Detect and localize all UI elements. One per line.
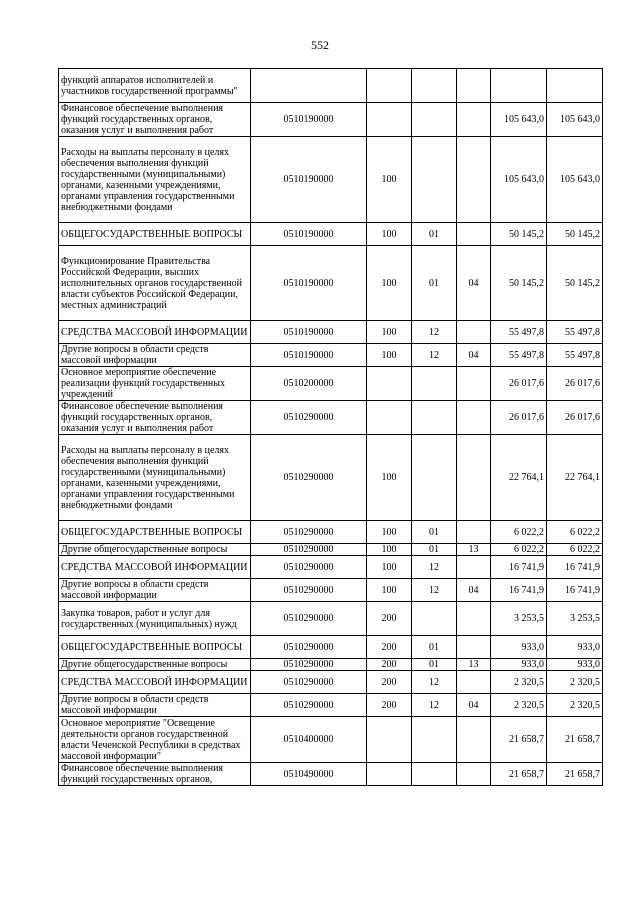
subsection-cell <box>457 69 491 103</box>
target-code-cell: 0510400000 <box>251 717 367 763</box>
expense-type-cell: 100 <box>367 137 412 223</box>
target-code-cell: 0510290000 <box>251 659 367 671</box>
subsection-cell <box>457 103 491 137</box>
target-code-cell: 0510490000 <box>251 763 367 786</box>
subsection-cell <box>457 602 491 636</box>
table-row <box>59 556 603 579</box>
expense-type-cell: 200 <box>367 602 412 636</box>
section-cell: 12 <box>412 344 457 367</box>
row-name-cell: Другие вопросы в области средств массовой информации <box>59 344 251 367</box>
section-cell <box>412 717 457 763</box>
target-code-cell: 0510290000 <box>251 401 367 435</box>
expense-type-cell <box>367 367 412 401</box>
section-cell <box>412 367 457 401</box>
table-row <box>59 344 603 367</box>
subsection-cell <box>457 401 491 435</box>
amount-cell-2: 26 017,6 <box>547 367 603 401</box>
row-name-cell: Другие вопросы в области средств массовой информации <box>59 694 251 717</box>
section-cell <box>412 435 457 521</box>
amount-cell-2 <box>547 69 603 103</box>
table-row <box>59 69 603 103</box>
section-cell: 12 <box>412 694 457 717</box>
amount-cell-2: 16 741,9 <box>547 579 603 602</box>
expense-type-cell: 200 <box>367 694 412 717</box>
row-name-cell: Финансовое обеспечение выполнения функций государственных органов, оказания услуг и выполнения работ <box>59 401 251 435</box>
expense-type-cell <box>367 401 412 435</box>
subsection-cell <box>457 717 491 763</box>
amount-cell-1: 933,0 <box>491 636 547 659</box>
expense-type-cell: 100 <box>367 544 412 556</box>
table-row <box>59 223 603 246</box>
amount-cell-1: 105 643,0 <box>491 103 547 137</box>
row-name-cell: СРЕДСТВА МАССОВОЙ ИНФОРМАЦИИ <box>59 321 251 344</box>
row-name-cell: Другие общегосударственные вопросы <box>59 659 251 671</box>
row-name-cell: ОБЩЕГОСУДАРСТВЕННЫЕ ВОПРОСЫ <box>59 636 251 659</box>
amount-cell-1: 6 022,2 <box>491 521 547 544</box>
row-name-cell: Расходы на выплаты персоналу в целях обеспечения выполнения функций государственными (муниципальными) органами, казенными учреждениями, органами управления государственными внебюджетными фондами <box>59 435 251 521</box>
table-row <box>59 544 603 556</box>
amount-cell-1: 22 764,1 <box>491 435 547 521</box>
amount-cell-1: 50 145,2 <box>491 223 547 246</box>
target-code-cell: 0510190000 <box>251 103 367 137</box>
target-code-cell <box>251 69 367 103</box>
row-name-cell: Финансовое обеспечение выполнения функций государственных органов, оказания услуг и выполнения работ <box>59 103 251 137</box>
amount-cell-2: 105 643,0 <box>547 103 603 137</box>
budget-table <box>58 68 603 786</box>
target-code-cell: 0510190000 <box>251 321 367 344</box>
amount-cell-1: 21 658,7 <box>491 763 547 786</box>
row-name-cell: ОБЩЕГОСУДАРСТВЕННЫЕ ВОПРОСЫ <box>59 521 251 544</box>
expense-type-cell: 100 <box>367 344 412 367</box>
target-code-cell: 0510190000 <box>251 223 367 246</box>
table-row <box>59 659 603 671</box>
expense-type-cell: 100 <box>367 223 412 246</box>
amount-cell-1: 2 320,5 <box>491 671 547 694</box>
row-name-cell: Другие вопросы в области средств массовой информации <box>59 579 251 602</box>
subsection-cell: 04 <box>457 344 491 367</box>
expense-type-cell: 100 <box>367 435 412 521</box>
amount-cell-1: 21 658,7 <box>491 717 547 763</box>
amount-cell-1: 26 017,6 <box>491 401 547 435</box>
amount-cell-1: 16 741,9 <box>491 579 547 602</box>
section-cell: 01 <box>412 246 457 321</box>
amount-cell-2: 55 497,8 <box>547 344 603 367</box>
row-name-cell: СРЕДСТВА МАССОВОЙ ИНФОРМАЦИИ <box>59 671 251 694</box>
amount-cell-2: 2 320,5 <box>547 671 603 694</box>
row-name-cell: ОБЩЕГОСУДАРСТВЕННЫЕ ВОПРОСЫ <box>59 223 251 246</box>
amount-cell-2: 3 253,5 <box>547 602 603 636</box>
amount-cell-1: 6 022,2 <box>491 544 547 556</box>
row-name-cell: Основное мероприятие "Освещение деятельности органов государственной власти Чеченской Республики в средствах массовой информации" <box>59 717 251 763</box>
target-code-cell: 0510290000 <box>251 544 367 556</box>
target-code-cell: 0510290000 <box>251 671 367 694</box>
row-name-cell: Другие общегосударственные вопросы <box>59 544 251 556</box>
expense-type-cell: 100 <box>367 521 412 544</box>
table-row <box>59 103 603 137</box>
target-code-cell: 0510290000 <box>251 521 367 544</box>
target-code-cell: 0510290000 <box>251 694 367 717</box>
expense-type-cell: 100 <box>367 579 412 602</box>
row-name-cell: Закупка товаров, работ и услуг для государственных (муниципальных) нужд <box>59 602 251 636</box>
subsection-cell: 04 <box>457 579 491 602</box>
table-row <box>59 367 603 401</box>
table-row <box>59 717 603 763</box>
amount-cell-1: 55 497,8 <box>491 321 547 344</box>
subsection-cell: 13 <box>457 659 491 671</box>
expense-type-cell <box>367 717 412 763</box>
amount-cell-1: 3 253,5 <box>491 602 547 636</box>
section-cell <box>412 103 457 137</box>
table-row <box>59 763 603 786</box>
amount-cell-1: 2 320,5 <box>491 694 547 717</box>
budget-table-body <box>59 69 603 786</box>
amount-cell-1: 50 145,2 <box>491 246 547 321</box>
subsection-cell: 13 <box>457 544 491 556</box>
target-code-cell: 0510200000 <box>251 367 367 401</box>
amount-cell-2: 16 741,9 <box>547 556 603 579</box>
table-row <box>59 435 603 521</box>
table-row <box>59 579 603 602</box>
amount-cell-1: 933,0 <box>491 659 547 671</box>
table-row <box>59 602 603 636</box>
amount-cell-2: 933,0 <box>547 636 603 659</box>
section-cell: 01 <box>412 659 457 671</box>
section-cell <box>412 401 457 435</box>
table-row <box>59 401 603 435</box>
row-name-cell: СРЕДСТВА МАССОВОЙ ИНФОРМАЦИИ <box>59 556 251 579</box>
expense-type-cell <box>367 69 412 103</box>
section-cell: 01 <box>412 544 457 556</box>
subsection-cell: 04 <box>457 246 491 321</box>
row-name-cell: Финансовое обеспечение выполнения функций государственных органов, <box>59 763 251 786</box>
subsection-cell <box>457 521 491 544</box>
amount-cell-1: 26 017,6 <box>491 367 547 401</box>
table-row <box>59 671 603 694</box>
section-cell <box>412 763 457 786</box>
amount-cell-2: 22 764,1 <box>547 435 603 521</box>
expense-type-cell: 200 <box>367 636 412 659</box>
page-number: 552 <box>311 38 329 52</box>
subsection-cell: 04 <box>457 694 491 717</box>
table-row <box>59 636 603 659</box>
subsection-cell <box>457 223 491 246</box>
target-code-cell: 0510190000 <box>251 344 367 367</box>
amount-cell-2: 105 643,0 <box>547 137 603 223</box>
target-code-cell: 0510290000 <box>251 636 367 659</box>
row-name-cell: Функционирование Правительства Российской Федерации, высших исполнительных органов государственной власти субъектов Российской Федерации, местных администраций <box>59 246 251 321</box>
subsection-cell <box>457 636 491 659</box>
section-cell: 12 <box>412 556 457 579</box>
amount-cell-1: 105 643,0 <box>491 137 547 223</box>
amount-cell-2: 933,0 <box>547 659 603 671</box>
amount-cell-2: 50 145,2 <box>547 223 603 246</box>
amount-cell-2: 6 022,2 <box>547 521 603 544</box>
subsection-cell <box>457 137 491 223</box>
subsection-cell <box>457 321 491 344</box>
row-name-cell: функций аппаратов исполнителей и участников государственной программы" <box>59 69 251 103</box>
amount-cell-1: 55 497,8 <box>491 344 547 367</box>
amount-cell-2: 6 022,2 <box>547 544 603 556</box>
section-cell: 01 <box>412 223 457 246</box>
target-code-cell: 0510290000 <box>251 435 367 521</box>
expense-type-cell: 100 <box>367 556 412 579</box>
amount-cell-2: 21 658,7 <box>547 717 603 763</box>
expense-type-cell: 200 <box>367 659 412 671</box>
target-code-cell: 0510190000 <box>251 246 367 321</box>
target-code-cell: 0510290000 <box>251 602 367 636</box>
expense-type-cell: 200 <box>367 671 412 694</box>
amount-cell-2: 55 497,8 <box>547 321 603 344</box>
target-code-cell: 0510290000 <box>251 579 367 602</box>
section-cell: 12 <box>412 579 457 602</box>
subsection-cell <box>457 671 491 694</box>
target-code-cell: 0510290000 <box>251 556 367 579</box>
row-name-cell: Основное мероприятие обеспечение реализации функций государственных учреждений <box>59 367 251 401</box>
amount-cell-2: 21 658,7 <box>547 763 603 786</box>
expense-type-cell <box>367 763 412 786</box>
row-name-cell: Расходы на выплаты персоналу в целях обеспечения выполнения функций государственными (муниципальными) органами, казенными учреждениями, органами управления государственными внебюджетными фондами <box>59 137 251 223</box>
expense-type-cell <box>367 103 412 137</box>
section-cell <box>412 602 457 636</box>
section-cell <box>412 137 457 223</box>
target-code-cell: 0510190000 <box>251 137 367 223</box>
subsection-cell <box>457 556 491 579</box>
section-cell: 12 <box>412 671 457 694</box>
subsection-cell <box>457 367 491 401</box>
section-cell: 12 <box>412 321 457 344</box>
expense-type-cell: 100 <box>367 321 412 344</box>
section-cell: 01 <box>412 521 457 544</box>
section-cell <box>412 69 457 103</box>
table-row <box>59 521 603 544</box>
expense-type-cell: 100 <box>367 246 412 321</box>
subsection-cell <box>457 435 491 521</box>
amount-cell-2: 26 017,6 <box>547 401 603 435</box>
amount-cell-2: 50 145,2 <box>547 246 603 321</box>
amount-cell-2: 2 320,5 <box>547 694 603 717</box>
table-row <box>59 246 603 321</box>
table-row <box>59 694 603 717</box>
subsection-cell <box>457 763 491 786</box>
table-row <box>59 137 603 223</box>
section-cell: 01 <box>412 636 457 659</box>
amount-cell-1 <box>491 69 547 103</box>
table-row <box>59 321 603 344</box>
amount-cell-1: 16 741,9 <box>491 556 547 579</box>
